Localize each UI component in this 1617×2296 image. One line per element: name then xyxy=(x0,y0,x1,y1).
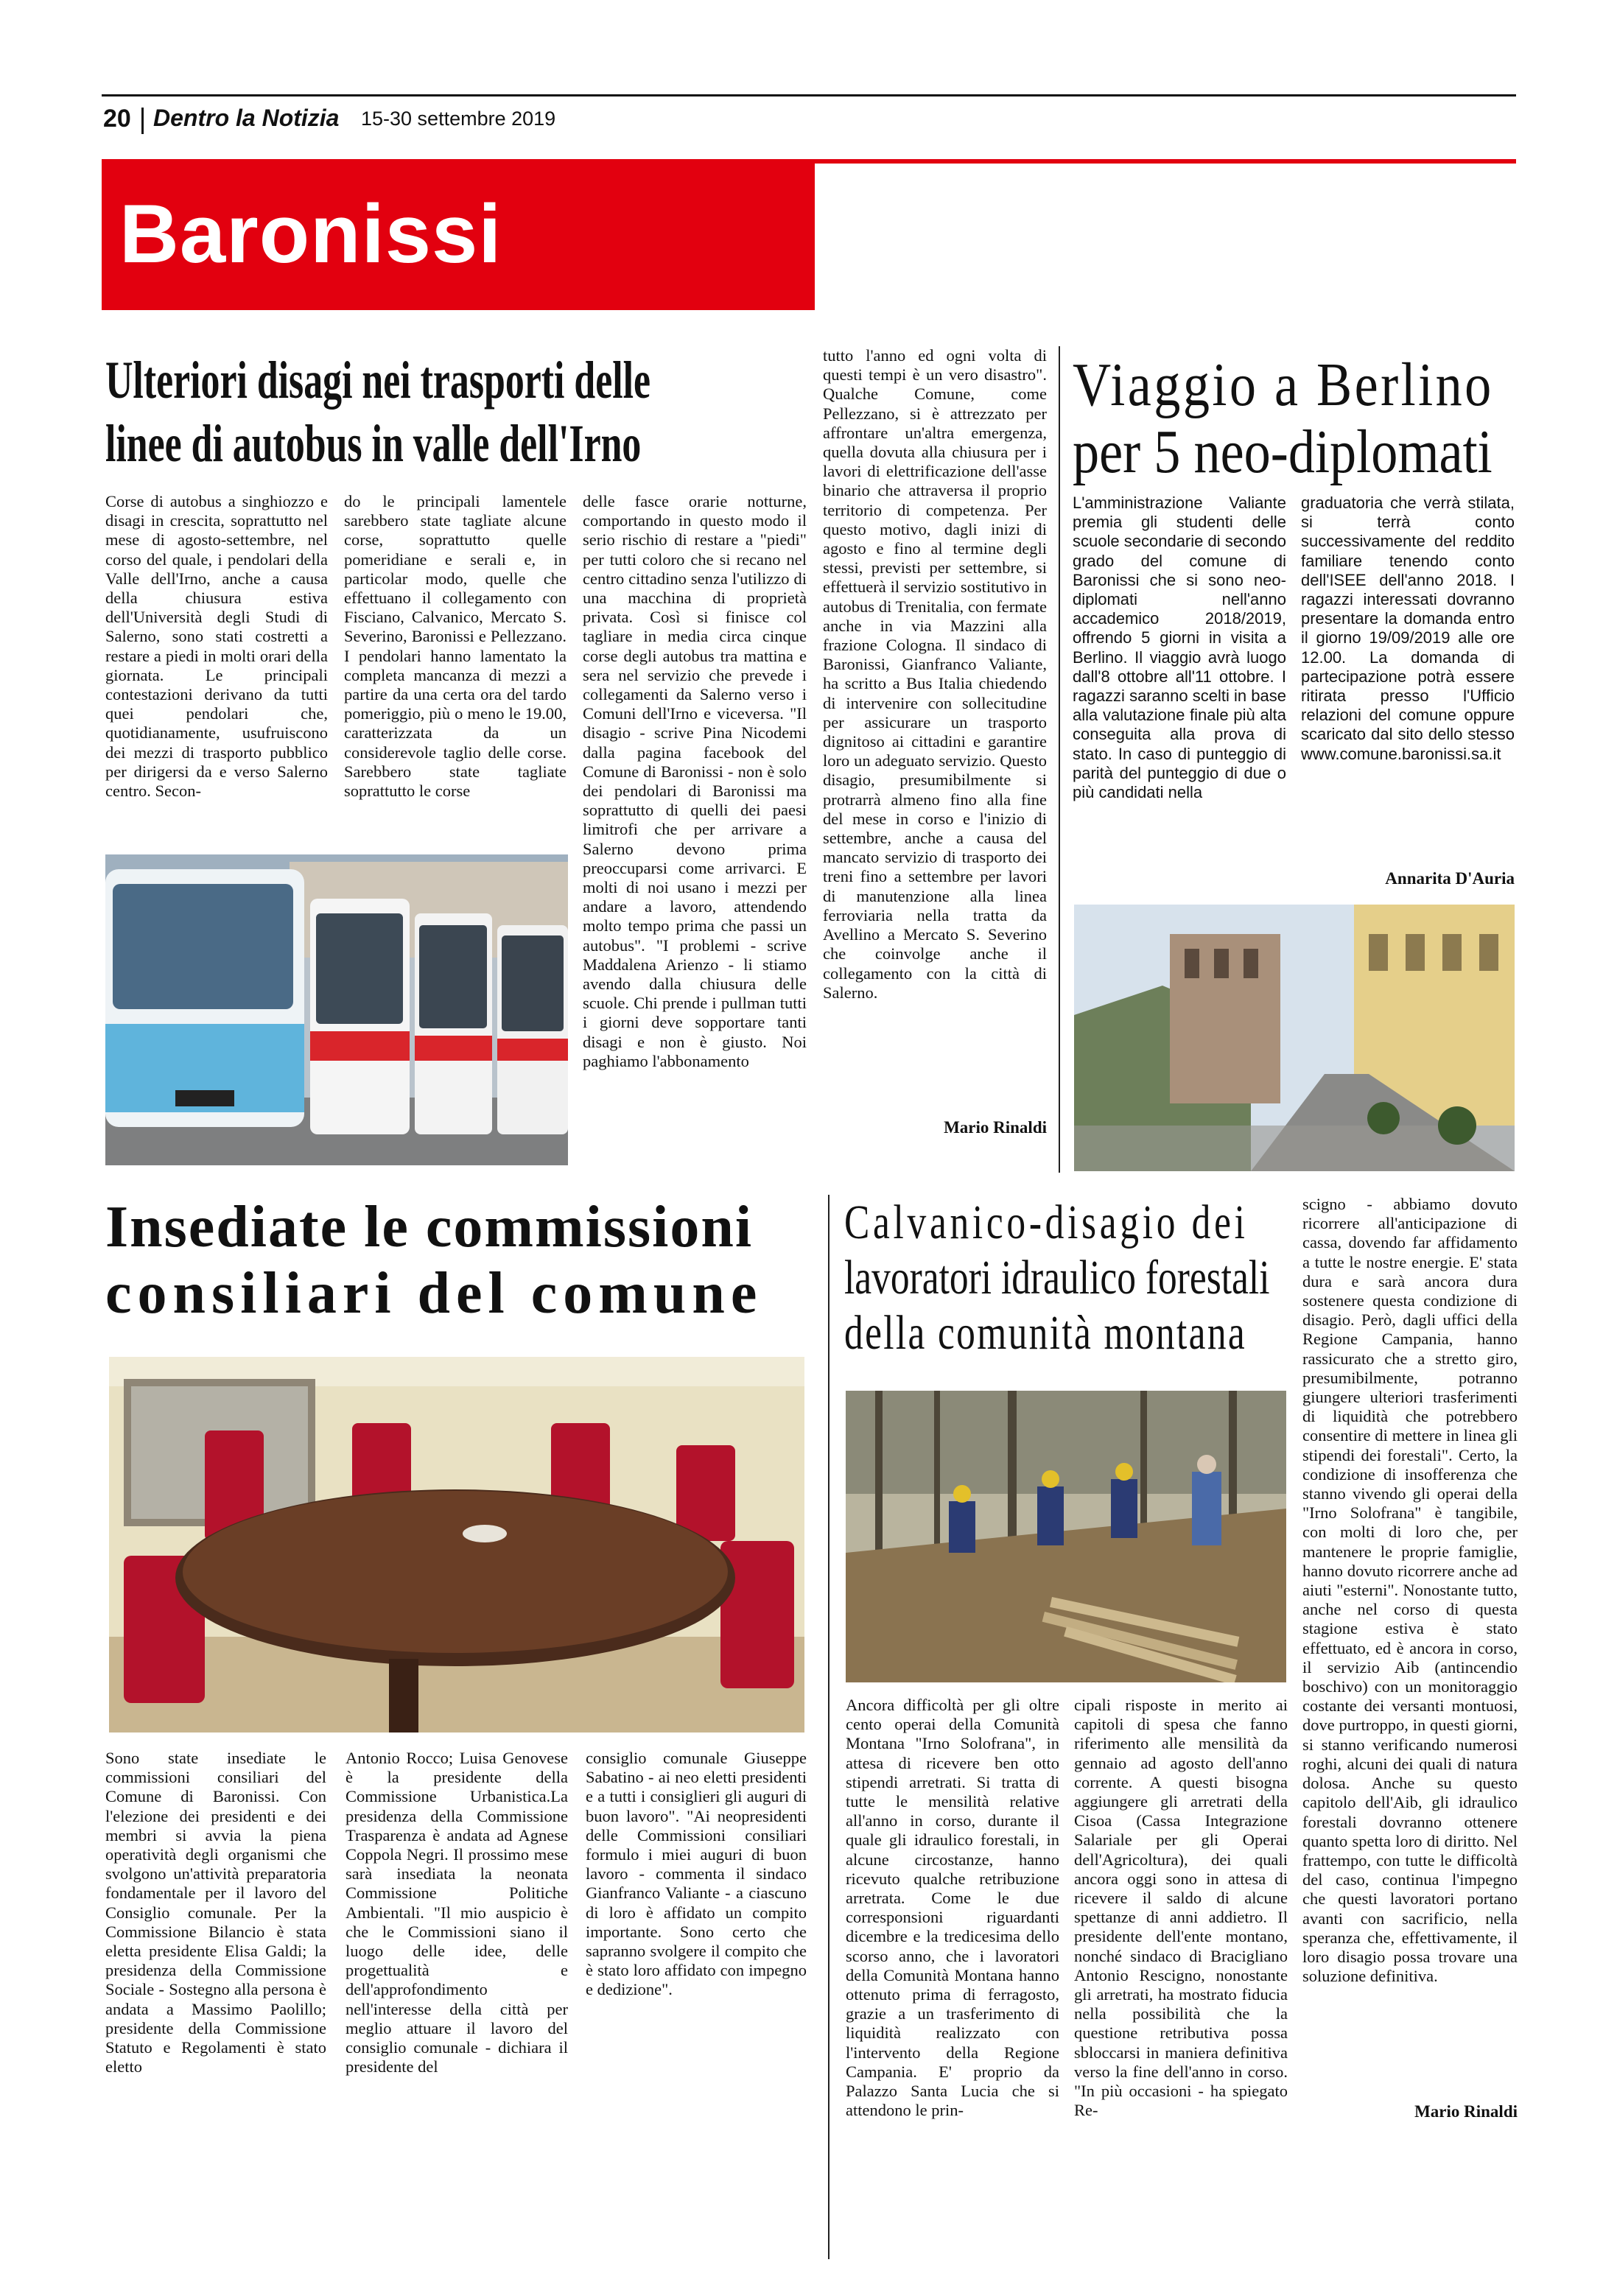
berlin-article-col2: graduatoria che verrà stilata, si terrà conto successivamente del reddito familiare tenendo conto dell'ISEE dell'anno 2018. I ragazzi interessati dovranno presentare la domanda entro il giorno 19/09/2019 alle ore 12.00. La domanda di partecipazione potrà essere ritirata presso l'Ufficio relazioni del comune oppure scaricato dal sito dello stesso www.comune.baronissi.sa.it xyxy=(1301,494,1515,763)
calvanico-article-title xyxy=(844,1195,1270,1361)
bus-article-col3: delle fasce orarie notturne, comportando in questo modo il serio rischio di restare a "piedi" per tutti coloro che si recano nel centro cittadino senza l'utilizzo di una macchina di proprietà privata. Così si finisce col tagliare in media circa cinque corse degli autobus tra mattina e sera nel servizio che prevede i collegamenti da Salerno verso i Comuni dell'Irno e viceversa. "Il disagio - scrive Pina Nicodemi dalla pagina facebook del Comune di Baronissi - non è solo dei pendolari di Baronissi ma soprattutto di quelli dei paesi limitrofi che per arrivare a Salerno devono prima preoccuparsi come arrivarci. E molti di noi usano i mezzi per andare a lavoro, attendendo molto tempo prima che passi un autobus". "I problemi - scrive Maddalena Arienzo - li stiamo avendo dalla chiusura delle scuole. Chi prende i pullman tutti i giorni deve sopportare tanti disagi e non è giusto. Noi paghiamo l'abbonamento xyxy=(583,492,807,1070)
column-divider-bottom xyxy=(828,1195,829,2259)
header-rule xyxy=(102,94,1516,96)
berlin-article-col1: L'amministrazione Valiante premia gli studenti delle scuole secondarie di secondo grado del comune di Baronissi che si sono neo-diplomati nell'anno accademico 2018/2019, offrendo 5 giorni in visita a Berlino. Il viaggio avrà luogo dall'8 ottobre all'11 ottobre. I ragazzi saranno scelti in base alla valutazione finale più alta conseguita alla prova di stato. In caso di punteggio di parità del punteggio di due o più candidati nella xyxy=(1073,494,1286,802)
issue-date: 15-30 settembre 2019 xyxy=(361,108,556,130)
calvanico-article-col2: cipali risposte in merito ai capitoli di spesa che fanno riferimento alle mensilità da gennaio ad agosto dell'anno corrente. A questi bisogna aggiungere gli arretrati della Cisoa (Cassa Integrazione Salariale per gli Operai dell'Agricoltura), dei quali ancora oggi sono in attesa di ricevere il saldo di alcune spettanze di anni addietro. Il presidente dell'ente montano, nonché sindaco di Bracigliano Antonio Rescigno, nonostante gli arretrati, ha mostrato fiducia nella possibilità che la questione retributiva possa sbloccarsi in maniera definitiva verso la fine dell'anno in corso. "In più occasioni - ha spiegato Re- xyxy=(1074,1696,1288,2120)
publication-name: Dentro la Notizia xyxy=(153,105,340,131)
calvanico-title-line1: Calvanico-disagio dei xyxy=(844,1196,1249,1249)
calvanico-article-col3: scigno - abbiamo dovuto ricorrere all'anticipazione di cassa, dovendo far affidamento a tutte le nostre energie. E' stata dura e sarà ancora dura sostenere questa condizione di disagio. Però, dagli uffici della Regione Campania, hanno rassicurato che a stretto giro, presumibilmente, potranno giungere ulteriori trasferimenti di liquidità che potrebbero consentire di mettere in linea gli stipendi dei forestali". Certo, la condizione di insofferenza che stanno vivendo gli operai della "Irno Solofrana" è tangibile, con molti di loro che, per mantenere le proprie famiglie, hanno dovuto ricorrere anche ad aiuti "esterni". Nonostante tutto, anche nel corso di questa stagione estiva è stato effettuato, ed è ancora in corso, il servizio Aib (antincendio boschivo) con un monitoraggio costante dei versanti montuosi, dove purtroppo, in questi giorni, si stanno verificando numerosi roghi, alcuni dei quali di natura dolosa. Anche su questo capitolo dell'Aib, gli idraulico forestali dovranno ottenere quanto spetta loro di diritto. Nel frattempo, con tutte le difficoltà del caso, continua l'impegno che questi lavoratori portano avanti con sacrificio, nella speranza che, effettivamente, il loro disagio possa trovare una soluzione definitiva. xyxy=(1302,1195,1518,1986)
calvanico-article-col1: Ancora difficoltà per gli oltre cento operai della Comunità Montana "Irno Solofrana", in attesa di ricevere ben otto stipendi arretrati. Si tratta di tutte le mensilità relative all'anno in corso, durante il quale gli idraulico forestali, in alcune circostanze, hanno ricevuto qualche retribuzione arretrata. Come le due corresponsioni riguardanti dicembre e la tredicesima dello scorso anno, che i lavoratori della Comunità Montana hanno ottenuto prima di ferragosto, grazie a un trasferimento di liquidità realizzato con l'intervento della Regione Campania. E' proprio da Palazzo Santa Lucia che si attendono le prin- xyxy=(846,1696,1059,2120)
street-photo xyxy=(1074,905,1515,1171)
commissions-article-col2: Antonio Rocco; Luisa Genovese è la presidente della Commissione Urbanistica.La presidenza della Commissione Trasparenza è andata ad Agnese Coppola Negri. Il prossimo mese sarà insediata la neonata Commissione Politiche Ambientali. "Il mio auspicio è che le Commissioni siano il luogo delle idee, delle progettualità e dell'approfondimento nell'interesse della città per meglio attuare il lavoro del consiglio comunale - dichiara il presidente del xyxy=(346,1749,568,2076)
berlin-article-author: Annarita D'Auria xyxy=(1385,869,1515,888)
forest-workers-photo xyxy=(846,1391,1286,1682)
meeting-room-photo-image xyxy=(109,1357,804,1732)
commissions-article-col1: Sono state insediate le commissioni consiliari del Comune di Baronissi. Con l'elezione dei presidenti e dei membri si avvia la piena operatività degli organismi che svolgono un'attività preparatoria fondamentale per il lavoro del Consiglio comunale. Per la Commissione Bilancio è stata eletta presidente Elisa Galdi; la presidenza della Commissione Sociale - Sostegno alla persona è andata a Massimo Paolillo; presidente della Commissione Statuto e Regolamenti è stato eletto xyxy=(105,1749,326,2076)
commissions-article-title xyxy=(105,1195,813,1327)
commissions-article-col3: consiglio comunale Giuseppe Sabatino - ai neo eletti presidenti e a tutti i consiglieri gli auguri di buon lavoro". "Ai neopresidenti delle Commissioni consiliari formulo i miei auguri di buon lavoro - commenta il sindaco Gianfranco Valiante - a ciascuno di loro è affidato un compito importante. Sono certo che sapranno svolgere il compito che è stato loro affidato con impegno e dedizione". xyxy=(586,1749,807,1999)
berlin-title-line1: Viaggio a Berlino xyxy=(1073,351,1494,419)
calvanico-title-line2: lavoratori idraulico forestali xyxy=(844,1251,1270,1305)
commissions-title-line2: consiliari del comune xyxy=(105,1260,763,1326)
bus-article-col2: do le principali lamentele sarebbero state tagliate alcune corse, soprattutto quelle pomeridiane e serali e, in particolar modo, quelle che effettuano il collegamento con Fisciano, Calvanico, Mercato S. Severino, Baronissi e Pellezzano. I pendolari hanno lamentato la completa mancanza di mezzi a partire da una certa ora del tardo pomeriggio, più o meno le 19.00, caratterizzata da un considerevole taglio delle corse. Sarebbero state tagliate soprattutto le corse xyxy=(344,492,567,801)
berlin-title-line2: per 5 neo-diplomati xyxy=(1073,417,1493,486)
bus-article-author: Mario Rinaldi xyxy=(944,1118,1047,1137)
bus-title-line1: Ulteriori disagi nei trasporti delle xyxy=(105,351,651,410)
header-separator xyxy=(141,108,144,134)
bus-photo xyxy=(105,854,568,1165)
street-photo-image xyxy=(1074,905,1515,1171)
meeting-room-photo xyxy=(109,1357,804,1732)
column-divider-top xyxy=(1059,346,1060,1173)
forest-workers-photo-image xyxy=(846,1391,1286,1682)
commissions-title-line1: Insediate le commissioni xyxy=(105,1195,754,1260)
berlin-article-title xyxy=(1073,351,1494,486)
section-title: Baronissi xyxy=(119,188,502,280)
bus-article-title xyxy=(105,351,651,473)
calvanico-title-line3: della comunità montana xyxy=(844,1306,1247,1361)
bus-title-line2: linee di autobus in valle dell'Irno xyxy=(105,413,642,473)
calvanico-article-author: Mario Rinaldi xyxy=(1414,2102,1518,2121)
bus-article-col1: Corse di autobus a singhiozzo e disagi in crescita, soprattutto nel mese di agosto-settembre, nel corso del quale, i pendolari della Valle dell'Irno, anche a causa della chiusura estiva dell'Università degli Studi di Salerno, sono stati costretti a restare a piedi in molti orari della giornata. Le principali contestazioni derivano da tutti quei pendolari che, quotidianamente, usufruiscono dei mezzi di trasporto pubblico per dirigersi da e verso Salerno centro. Secon- xyxy=(105,492,328,801)
bus-article-col4: tutto l'anno ed ogni volta di questi tempi è un vero disastro". Qualche Comune, come Pellezzano, si è attrezzato per affrontare un'altra emergenza, quella dovuta alla chiusura per i lavori di elettrificazione dell'asse binario che attraversa il proprio territorio di competenza. Per questo motivo, dagli inizi di agosto e fino al termine degli stessi, previsti per settembre, si effettuerà il servizio sostitutivo in autobus di Trenitalia, con fermate anche in via Mazzini alla frazione Cologna. Il sindaco di Baronissi, Gianfranco Valiante, ha scritto a Bus Italia chiedendo di intervenire con sollecitudine per assicurare un trasporto dignitoso ai cittadini e garantire loro un adeguato servizio. Questo disagio, presumibilmente si protrarrà almeno fino alla fine del mese in corso e l'inizio di settembre, anche a causa del mancato servizio di trasporto dei treni fino a settembre per lavori di manutenzione alla linea ferroviaria nella tratta da Avellino a Mercato S. Severino che coinvolge anche il collegamento con la città di Salerno. xyxy=(823,346,1047,1002)
page-number: 20 xyxy=(103,105,131,133)
section-banner-line xyxy=(815,159,1516,164)
bus-photo-image xyxy=(105,854,568,1165)
